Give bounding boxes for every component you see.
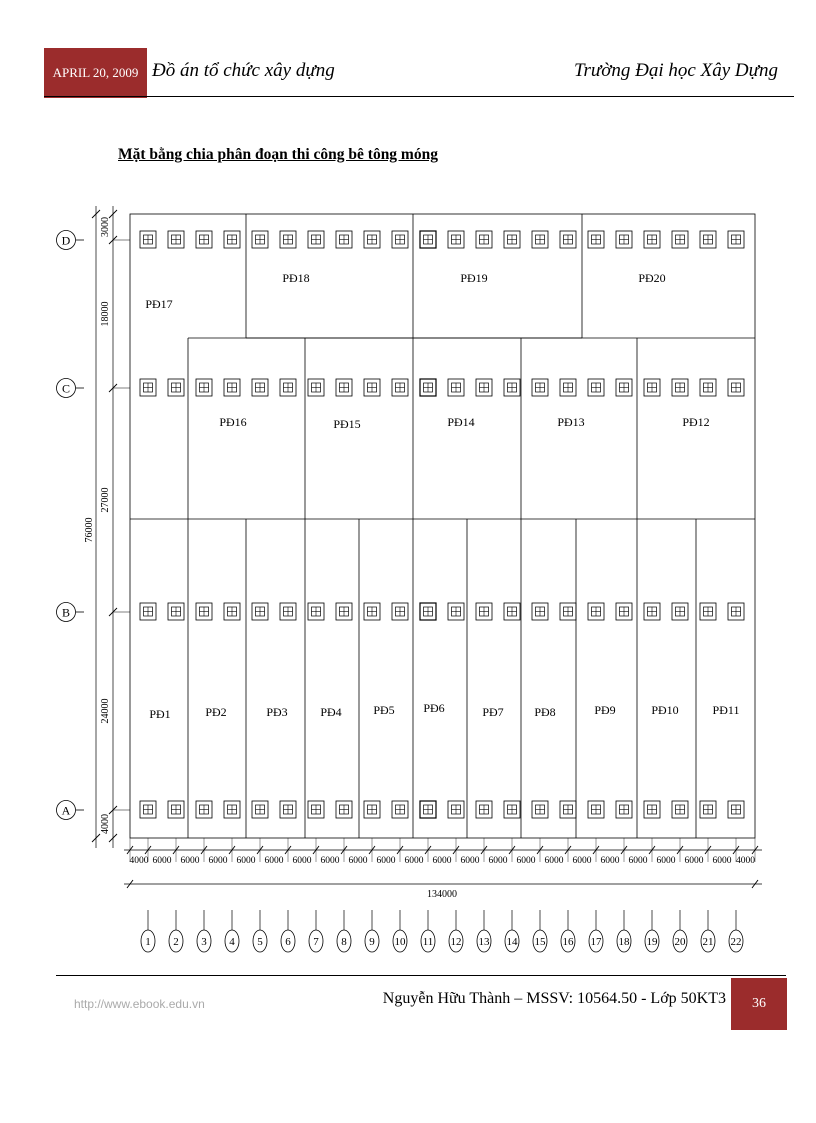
segment-label: PĐ19 <box>460 271 488 285</box>
axis-column-label: 8 <box>341 936 347 948</box>
dimension-label: 4000 <box>100 814 111 834</box>
segment-label: PĐ8 <box>534 705 556 719</box>
axis-column-label: 7 <box>313 936 319 948</box>
dimension-label: 4000 <box>736 856 755 866</box>
dimension-label: 6000 <box>460 856 480 866</box>
dimension-label: 6000 <box>628 856 648 866</box>
axis-row-label: D <box>61 233 71 248</box>
axis-column-label: 1 <box>145 936 151 948</box>
dimension-label: 6000 <box>572 856 592 866</box>
segment-label: PĐ15 <box>333 417 361 431</box>
axis-column-label: 13 <box>478 936 490 948</box>
segment-label: PĐ9 <box>594 703 616 717</box>
segment-label: PĐ2 <box>205 705 227 719</box>
dimension-label: 4000 <box>129 856 149 866</box>
dimension-label: 6000 <box>684 856 704 866</box>
axis-column-label: 12 <box>450 936 462 948</box>
axis-column-label: 9 <box>369 936 375 948</box>
axis-column-label: 6 <box>285 936 291 948</box>
axis-column-label: 16 <box>562 936 574 948</box>
axis-row-label: C <box>61 381 71 396</box>
axis-column-label: 17 <box>590 936 602 948</box>
axis-column-label: 21 <box>702 936 714 948</box>
page-title: Mặt bằng chia phân đoạn thi công bê tông móng <box>118 146 438 163</box>
axis-column-label: 10 <box>394 936 406 948</box>
segment-label: PĐ4 <box>320 705 342 719</box>
dimension-label: 6000 <box>292 856 312 866</box>
segment-label: PĐ13 <box>557 415 585 429</box>
header-doc-title: Đồ án tổ chức xây dựng <box>152 60 335 81</box>
footer-url: http://www.ebook.edu.vn <box>74 997 205 1011</box>
axis-column-label: 4 <box>229 936 235 948</box>
axis-column-label: 15 <box>534 936 546 948</box>
dimension-label: 6000 <box>712 856 732 866</box>
dimension-label: 6000 <box>264 856 284 866</box>
dimension-label: 3000 <box>100 217 111 237</box>
segment-label: PĐ14 <box>447 415 475 429</box>
segment-label: PĐ16 <box>219 415 247 429</box>
dimension-label: 24000 <box>100 698 111 724</box>
dimension-label: 6000 <box>656 856 676 866</box>
axis-column-label: 22 <box>730 936 742 948</box>
dimension-label: 6000 <box>432 856 452 866</box>
dimension-label: 18000 <box>100 301 111 327</box>
axis-column-label: 19 <box>646 936 658 948</box>
dimension-label: 6000 <box>488 856 508 866</box>
segment-label: PĐ17 <box>145 297 173 311</box>
axis-column-label: 14 <box>506 936 518 948</box>
plan-boundary <box>130 214 755 838</box>
segment-label: PĐ20 <box>638 271 666 285</box>
dimension-label: 6000 <box>544 856 564 866</box>
segment-label: PĐ11 <box>712 703 740 717</box>
axis-column-label: 18 <box>618 936 630 948</box>
header-date-badge: APRIL 20, 2009 <box>44 48 147 98</box>
dimension-label: 6000 <box>320 856 340 866</box>
dimension-label: 6000 <box>208 856 228 866</box>
dimension-label: 6000 <box>404 856 424 866</box>
dimension-label: 6000 <box>180 856 200 866</box>
segment-label: PĐ7 <box>482 705 504 719</box>
segment-label: PĐ12 <box>682 415 710 429</box>
dimension-total-label: 134000 <box>427 889 457 900</box>
dimension-label: 6000 <box>600 856 620 866</box>
segment-label: PĐ5 <box>373 703 395 717</box>
dimension-label: 6000 <box>152 856 172 866</box>
segment-label: PĐ10 <box>651 703 679 717</box>
header-school-name: Trường Đại học Xây Dựng <box>574 60 778 81</box>
segment-label: PĐ6 <box>423 701 445 715</box>
dimension-label: 6000 <box>348 856 368 866</box>
axis-row-label: A <box>61 803 71 818</box>
axis-column-label: 20 <box>674 936 686 948</box>
footer-divider <box>56 975 786 976</box>
axis-column-label: 3 <box>201 936 207 948</box>
axis-row-label: B <box>61 605 71 620</box>
dimension-total-label: 76000 <box>84 517 95 543</box>
dimension-label: 27000 <box>100 487 111 513</box>
page-number-badge: 36 <box>731 978 787 1030</box>
axis-column-label: 5 <box>257 936 263 948</box>
segment-label: PĐ1 <box>149 707 171 721</box>
footer-author: Nguyễn Hữu Thành – MSSV: 10564.50 - Lớp 50KT3 <box>382 990 726 1007</box>
segment-label: PĐ18 <box>282 271 310 285</box>
dimension-label: 6000 <box>236 856 256 866</box>
axis-column-label: 2 <box>173 936 179 948</box>
axis-column-label: 11 <box>422 936 434 948</box>
dimension-label: 6000 <box>516 856 536 866</box>
segment-label: PĐ3 <box>266 705 288 719</box>
dimension-label: 6000 <box>376 856 396 866</box>
